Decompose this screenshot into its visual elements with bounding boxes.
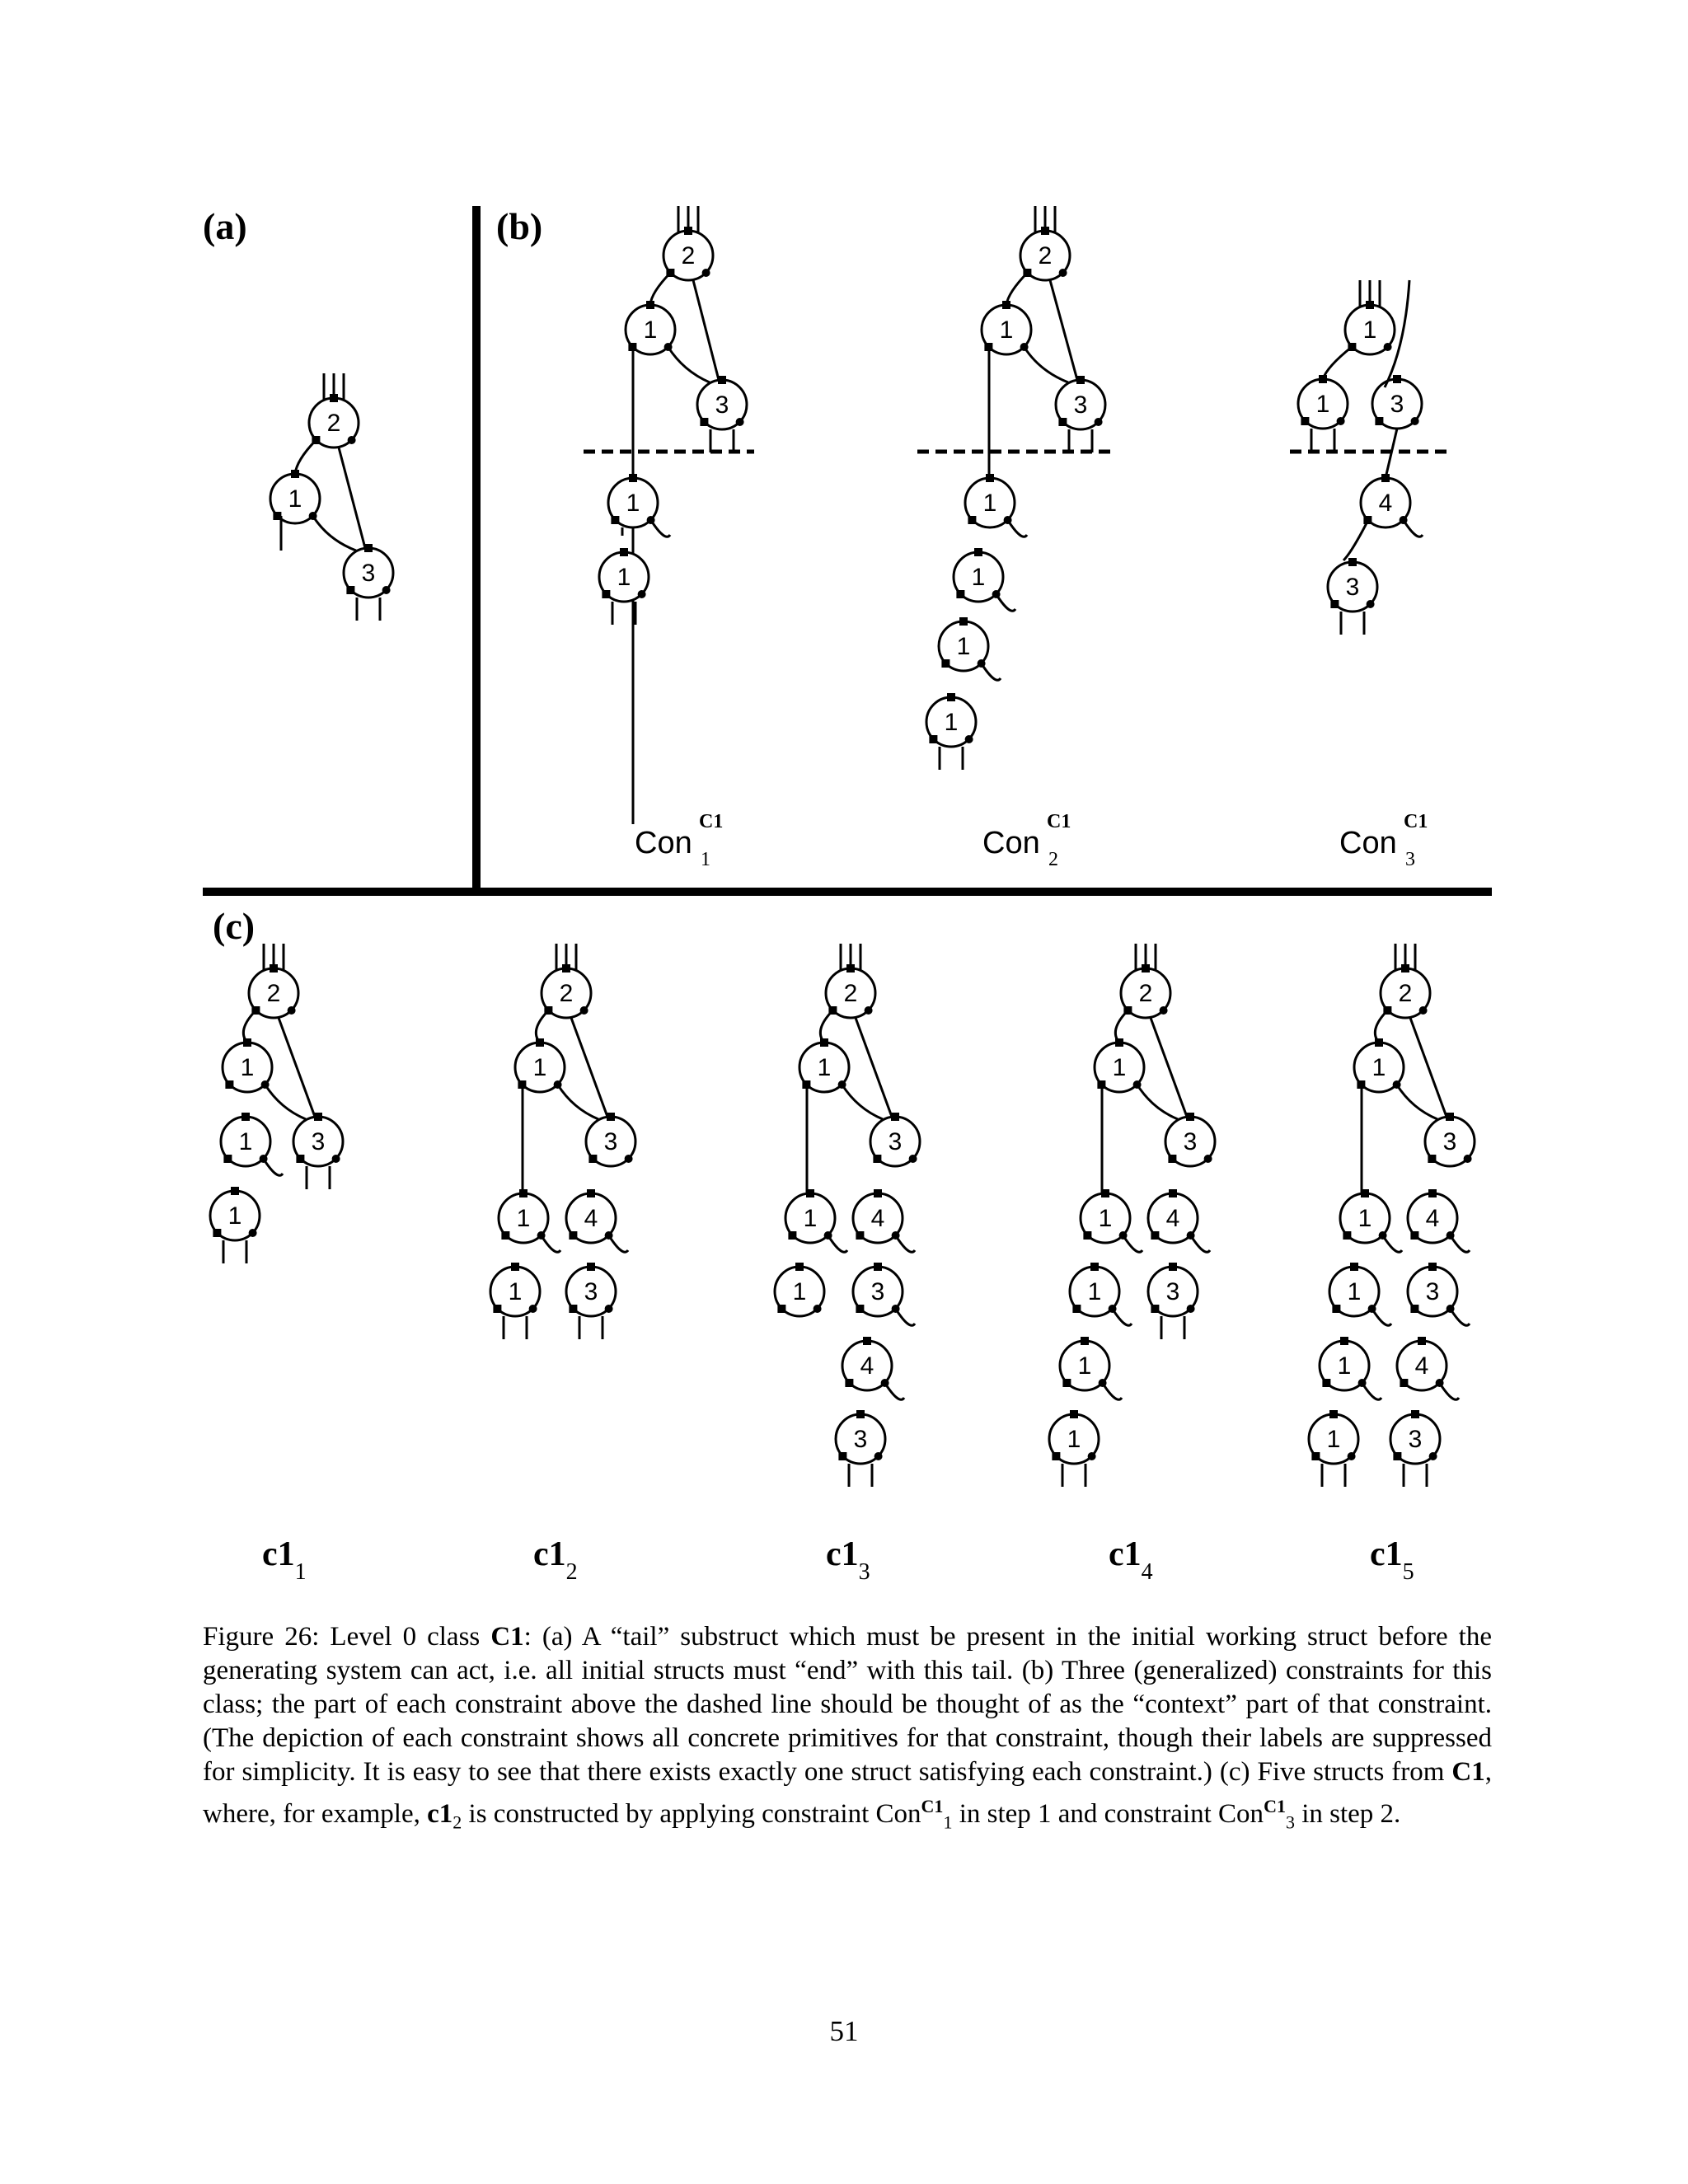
node-label: 3	[603, 1128, 618, 1155]
node-label: 1	[1372, 1054, 1386, 1081]
port-dot	[1059, 269, 1067, 277]
port-dot	[309, 512, 317, 520]
port-square	[1375, 417, 1383, 425]
node-label: 1	[792, 1278, 807, 1305]
node-label: 3	[1442, 1128, 1457, 1155]
node-label: 2	[681, 242, 696, 269]
port-square	[874, 1263, 882, 1271]
edge-1-3	[313, 516, 356, 551]
edge-1-3	[1137, 1085, 1178, 1119]
port-dot	[529, 1305, 537, 1313]
edge-1-3	[1025, 347, 1068, 382]
node-label: 1	[1362, 316, 1377, 344]
edge-2-1	[536, 1010, 548, 1043]
edge-2-3	[1151, 1018, 1187, 1117]
node-label: 4	[860, 1352, 874, 1380]
port-square	[1319, 375, 1327, 383]
port-square	[587, 1189, 595, 1197]
port-square	[1330, 600, 1339, 608]
port-square	[1186, 1113, 1194, 1121]
node-label: 3	[715, 391, 729, 419]
port-dot	[1337, 417, 1345, 425]
edge-2-3	[339, 448, 365, 548]
edge-2-1	[820, 1010, 832, 1043]
node-label: 1	[532, 1054, 547, 1081]
port-square	[1350, 1263, 1358, 1271]
hook-tail	[1451, 1235, 1470, 1252]
node-label: 1	[1357, 1205, 1372, 1232]
edge-2-1	[1115, 1010, 1128, 1043]
node-label: 1	[817, 1054, 832, 1081]
port-square	[270, 964, 278, 972]
node-label: 1	[999, 316, 1014, 344]
port-dot	[1393, 1080, 1401, 1089]
edge-2-1	[243, 1010, 256, 1043]
port-square	[602, 590, 610, 598]
node-label: 2	[1138, 980, 1153, 1007]
port-dot	[814, 1305, 822, 1313]
port-dot	[249, 1229, 257, 1237]
port-square	[231, 1187, 239, 1195]
struct-label-c1-4: $c1_4$	[1109, 1535, 1153, 1586]
port-square	[1428, 1155, 1436, 1163]
port-dot	[1348, 1452, 1356, 1460]
port-square	[1401, 964, 1409, 972]
hook-tail	[1191, 1235, 1210, 1252]
port-square	[251, 1006, 260, 1015]
hook-tail	[1123, 1235, 1142, 1252]
port-square	[1301, 417, 1309, 425]
port-dot	[1429, 1452, 1437, 1460]
edge-2-3	[856, 1018, 892, 1117]
hook-tail	[651, 520, 670, 537]
port-dot	[965, 735, 973, 743]
edge-1-3	[265, 1085, 306, 1119]
port-square	[1428, 1189, 1437, 1197]
port-square	[1393, 375, 1401, 383]
port-square	[1142, 964, 1150, 972]
node-label: 3	[584, 1278, 598, 1305]
port-square	[1375, 1038, 1383, 1047]
node-label: 3	[1165, 1278, 1180, 1305]
port-dot	[625, 1155, 633, 1163]
port-dot	[605, 1305, 613, 1313]
hook-tail	[828, 1235, 847, 1252]
port-dot	[702, 269, 710, 277]
port-dot	[332, 1155, 340, 1163]
node-label: 1	[1112, 1054, 1127, 1081]
port-square	[856, 1305, 864, 1313]
port-square	[1169, 1263, 1177, 1271]
port-square	[1418, 1337, 1426, 1345]
page-number: 51	[829, 2015, 859, 2047]
node-label: 1	[617, 564, 631, 591]
port-dot	[1187, 1305, 1195, 1313]
figure-caption: Figure 26: Level 0 class C1: (a) A “tail” substruct which must be present in the initial working struct before the generating system can act, i.e. all initial structs must “end” with this tail. (b) Three (generalized) constraints for this class; the part of each constraint above the dashed line should be thought of as the “context” part of that constraint. (The depiction of each constraint shows all concrete primitives for that constraint, though their labels are suppressed for simplicity. It is easy to see that there exists exactly one struct satisfying each constraint.) (c) Five structs from C1, where, for example, $c1_2$ is constructed by applying constraint Con$^{C1}_1$ in step 1 and constraint Con$^{C1}_3$ in step 2.	[203, 1622, 1492, 1833]
panel-label-b: (b)	[496, 205, 543, 247]
node-label: 1	[227, 1202, 242, 1230]
node-label: 1	[956, 633, 971, 660]
constraint-label-2: Con C1 2	[982, 811, 1071, 870]
port-dot	[348, 436, 356, 444]
node-label: 1	[1337, 1352, 1352, 1380]
port-square	[1002, 301, 1010, 309]
hook-tail	[1113, 1309, 1132, 1325]
hook-tail	[885, 1383, 904, 1399]
port-dot	[1133, 1080, 1142, 1089]
port-dot	[1204, 1155, 1212, 1163]
port-dot	[1464, 1155, 1472, 1163]
port-square	[838, 1452, 846, 1460]
port-dot	[288, 1006, 296, 1015]
node-label: 3	[870, 1278, 885, 1305]
port-square	[1151, 1305, 1159, 1313]
node-label: 2	[326, 410, 341, 437]
edge-2-3	[693, 280, 719, 380]
port-square	[1366, 301, 1374, 309]
edge-1-3	[558, 1085, 598, 1119]
port-dot	[580, 1006, 588, 1015]
port-dot	[261, 1080, 270, 1089]
node-label: 1	[1077, 1352, 1092, 1380]
port-square	[296, 1155, 304, 1163]
node-label: 1	[626, 490, 640, 517]
port-square	[777, 1305, 785, 1313]
node-label: 3	[311, 1128, 326, 1155]
port-square	[1115, 1038, 1123, 1047]
edge-1-3	[668, 347, 710, 382]
port-square	[646, 301, 654, 309]
node-label: 1	[1087, 1278, 1102, 1305]
node-label: 3	[1183, 1128, 1198, 1155]
port-dot	[1419, 1006, 1428, 1015]
port-square	[941, 659, 950, 668]
edge	[1323, 347, 1352, 379]
port-square	[1169, 1189, 1177, 1197]
node-label: 1	[803, 1205, 818, 1232]
port-dot	[382, 586, 391, 594]
port-square	[820, 1038, 828, 1047]
port-square	[1052, 1452, 1060, 1460]
node-label: 1	[1326, 1426, 1341, 1453]
edge-2-3	[279, 1018, 315, 1117]
node-label: 1	[944, 709, 959, 736]
port-square	[947, 693, 955, 701]
port-square	[312, 436, 320, 444]
port-square	[1411, 1410, 1419, 1418]
hook-tail	[1362, 1383, 1381, 1399]
port-dot	[838, 1080, 846, 1089]
edge-2-1	[1006, 273, 1027, 305]
hook-tail	[1451, 1309, 1470, 1325]
port-square	[959, 617, 968, 626]
hook-tail	[1103, 1383, 1122, 1399]
port-square	[588, 1155, 597, 1163]
port-square	[1023, 269, 1031, 277]
port-square	[1062, 1379, 1071, 1387]
node-label: 2	[1038, 242, 1053, 269]
hook-tail	[1008, 520, 1027, 537]
hook-tail	[1383, 1235, 1402, 1252]
hook-tail	[542, 1235, 560, 1252]
port-square	[891, 1113, 899, 1121]
node-label: 1	[1067, 1426, 1081, 1453]
port-square	[974, 548, 982, 556]
port-dot	[638, 590, 646, 598]
port-square	[828, 1006, 837, 1015]
port-dot	[1384, 343, 1392, 351]
hook-tail	[896, 1235, 915, 1252]
port-square	[1058, 418, 1067, 426]
port-square	[213, 1229, 221, 1237]
port-square	[562, 964, 570, 972]
node-label: 1	[1347, 1278, 1362, 1305]
port-square	[1070, 1410, 1078, 1418]
node-label: 1	[508, 1278, 523, 1305]
node-label: 1	[516, 1205, 531, 1232]
edge-2-1	[1375, 1010, 1387, 1043]
struct-label-c1-1: $c1_1$	[262, 1535, 307, 1586]
node-label: 3	[1390, 391, 1404, 418]
port-square	[1446, 1113, 1454, 1121]
port-dot	[865, 1006, 873, 1015]
node-label: 3	[1073, 391, 1088, 419]
port-square	[519, 1189, 528, 1197]
node-label: 2	[266, 980, 281, 1007]
port-square	[874, 1189, 882, 1197]
port-square	[607, 1113, 615, 1121]
port-square	[718, 376, 726, 384]
port-dot	[1411, 417, 1419, 425]
node-label: 1	[1098, 1205, 1113, 1232]
port-square	[806, 1189, 814, 1197]
node-label: 1	[643, 316, 658, 344]
node-label: 2	[1398, 980, 1413, 1007]
port-square	[1348, 558, 1357, 566]
port-square	[611, 516, 619, 524]
node-label: 1	[1315, 391, 1330, 418]
port-square	[291, 470, 299, 478]
edge	[1343, 520, 1368, 560]
port-dot	[909, 1155, 917, 1163]
edge-1-3	[842, 1085, 883, 1119]
port-square	[968, 516, 976, 524]
port-square	[1101, 1189, 1109, 1197]
panel-label-a: (a)	[203, 205, 247, 247]
port-square	[1383, 1006, 1391, 1015]
edge-1-3	[1397, 1085, 1437, 1119]
port-square	[846, 964, 855, 972]
edge-2-3	[1410, 1018, 1447, 1117]
constraint-label-3: Con C1 3	[1339, 811, 1428, 870]
port-square	[684, 227, 692, 235]
struct-label-c1-5: $c1_5$	[1370, 1535, 1414, 1586]
port-square	[511, 1263, 519, 1271]
port-square	[856, 1410, 865, 1418]
node-label: 3	[853, 1426, 868, 1453]
port-dot	[1088, 1452, 1096, 1460]
node-label: 1	[982, 490, 997, 517]
node-label: 3	[1425, 1278, 1440, 1305]
port-square	[569, 1231, 577, 1240]
node-label: 3	[361, 560, 376, 587]
hook-tail	[264, 1159, 283, 1175]
node-label: 4	[870, 1205, 885, 1232]
port-square	[1076, 376, 1085, 384]
port-dot	[736, 418, 744, 426]
port-square	[1041, 227, 1049, 235]
node-label: 1	[971, 564, 986, 591]
port-square	[493, 1305, 501, 1313]
port-dot	[1095, 418, 1103, 426]
hook-tail	[982, 663, 1001, 680]
edge-2-1	[295, 440, 316, 474]
port-square	[536, 1038, 544, 1047]
port-square	[223, 1155, 232, 1163]
port-square	[587, 1263, 595, 1271]
port-square	[225, 1080, 233, 1089]
port-square	[364, 544, 373, 552]
port-square	[1410, 1231, 1418, 1240]
port-square	[986, 474, 994, 482]
port-square	[1081, 1337, 1089, 1345]
port-square	[330, 394, 338, 402]
hook-tail	[896, 1309, 915, 1325]
port-square	[1322, 1379, 1330, 1387]
port-square	[845, 1379, 853, 1387]
port-square	[501, 1231, 509, 1240]
node-label: 3	[888, 1128, 903, 1155]
node-label: 3	[1345, 574, 1360, 601]
port-dot	[1367, 600, 1375, 608]
port-square	[569, 1305, 577, 1313]
port-dot	[1020, 343, 1029, 351]
node-label: 1	[288, 485, 302, 513]
port-square	[856, 1231, 864, 1240]
hook-tail	[609, 1235, 628, 1252]
port-square	[929, 735, 937, 743]
port-square	[1410, 1305, 1418, 1313]
port-square	[1340, 1337, 1348, 1345]
port-square	[873, 1155, 881, 1163]
hook-tail	[1372, 1309, 1391, 1325]
port-square	[1123, 1006, 1132, 1015]
panel-label-c: (c)	[213, 905, 256, 947]
node-label: 2	[843, 980, 858, 1007]
port-square	[620, 548, 628, 556]
port-square	[314, 1113, 322, 1121]
port-square	[243, 1038, 251, 1047]
hook-tail	[1440, 1383, 1459, 1399]
edge-2-3	[571, 1018, 607, 1117]
struct-label-c1-2: $c1_2$	[533, 1535, 578, 1586]
port-square	[863, 1337, 871, 1345]
port-square	[666, 269, 674, 277]
port-square	[1393, 1452, 1401, 1460]
hook-tail	[996, 594, 1015, 611]
port-square	[700, 418, 708, 426]
port-square	[1400, 1379, 1408, 1387]
port-square	[788, 1231, 796, 1240]
port-dot	[874, 1452, 883, 1460]
port-square	[795, 1263, 804, 1271]
struct-label-c1-3: $c1_3$	[826, 1535, 870, 1586]
node-label: 4	[1165, 1205, 1180, 1232]
node-label: 4	[584, 1205, 598, 1232]
port-dot	[554, 1080, 562, 1089]
port-square	[1428, 1263, 1437, 1271]
port-square	[1311, 1452, 1320, 1460]
node-label: 1	[238, 1128, 253, 1155]
node-label: 3	[1408, 1426, 1423, 1453]
node-label: 2	[559, 980, 574, 1007]
port-square	[1168, 1155, 1176, 1163]
port-square	[1090, 1263, 1099, 1271]
port-square	[1151, 1231, 1159, 1240]
port-square	[1072, 1305, 1081, 1313]
port-square	[629, 474, 637, 482]
constraint-label-1: Con C1 1	[635, 811, 724, 870]
port-dot	[1160, 1006, 1168, 1015]
hook-tail	[1404, 520, 1423, 537]
port-square	[1343, 1231, 1351, 1240]
port-square	[956, 590, 964, 598]
node-label: 1	[240, 1054, 255, 1081]
node-label: 4	[1378, 490, 1393, 517]
port-square	[1361, 1189, 1369, 1197]
port-square	[1332, 1305, 1340, 1313]
port-square	[1083, 1231, 1091, 1240]
edge-2-3	[1050, 280, 1077, 380]
port-dot	[664, 343, 673, 351]
port-square	[544, 1006, 552, 1015]
port-square	[1381, 474, 1390, 482]
node-label: 4	[1414, 1352, 1429, 1380]
node-label: 4	[1425, 1205, 1440, 1232]
port-square	[241, 1113, 250, 1121]
port-square	[1329, 1410, 1338, 1418]
edge-2-1	[650, 273, 670, 305]
port-square	[346, 586, 354, 594]
